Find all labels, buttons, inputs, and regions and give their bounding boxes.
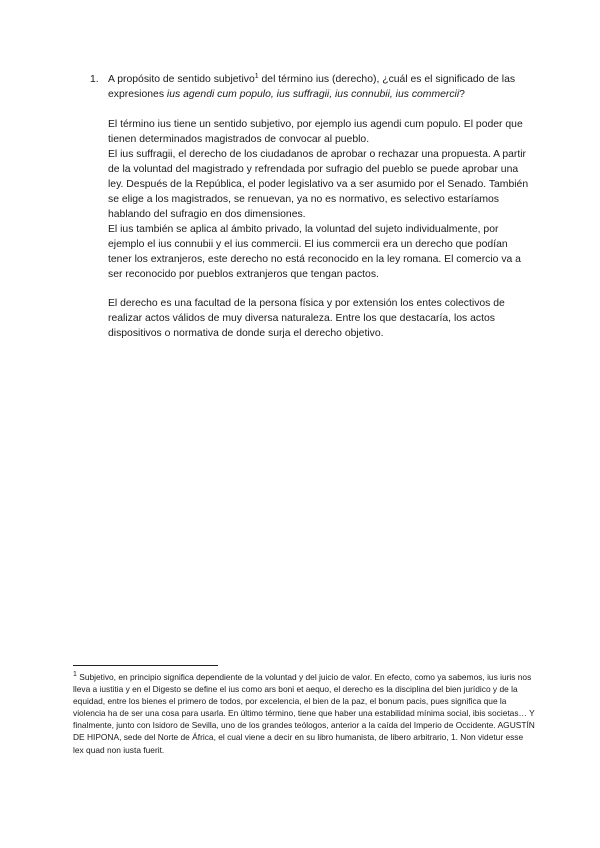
question-text <box>108 72 532 102</box>
answer-paragraph-1 <box>108 117 533 282</box>
footnote-marker: 1 <box>73 671 77 678</box>
footnote <box>73 671 535 756</box>
question-number: 1. <box>90 74 99 85</box>
answer-line-definicion: El derecho es una facultad de la persona física y por extensión los entes colectivos de realizar actos válidos de muy diversa naturaleza. Entre los que destacaría, los actos dispositivos o normativa de donde surja el derecho objetivo. <box>108 298 505 339</box>
question-text-middle: del término ius (derecho), ¿cuál es el significado de las expresiones <box>108 74 516 100</box>
footnote-reference[interactable]: 1 <box>254 73 259 80</box>
answer-line-ius-agendi: El término ius tiene un sentido subjetivo, por ejemplo ius agendi cum populo. El poder que tienen determinados magistrados de convocar al pueblo. <box>108 119 523 145</box>
question-text-start: A propósito de sentido subjetivo <box>108 74 255 85</box>
answer-line-ius-privado: El ius también se aplica al ámbito privado, la voluntad del sujeto individualmente, por ejemplo el ius connubii y el ius commercii. El ius commercii era un derecho que podían tener los extranjeros, este derecho no está reconocido en la ley romana. El comercio va a ser reconocido por pueblos extranjeros que tengan pactos. <box>108 224 521 280</box>
answer-paragraph-2 <box>108 296 533 341</box>
latin-expressions: ius agendi cum populo, ius suffragii, ius connubii, ius commercii <box>166 89 460 100</box>
footnote-text: Subjetivo, en principio significa dependiente de la voluntad y del juicio de valor. En efecto, como ya sabemos, ius iuris nos lleva a iustitia y en el Digesto se define el ius como ars boni et aequo, el derecho es la disciplina del bien jurídico y de la equidad, entre los bienes el primero de todos, por excelencia, el bien de la paz, el bonum pacis, pues significa que la violencia ha de ser una cosa para usarla. En último término, tiene que haber una estabilidad mínima social, ibis societas… Y finalmente, junto con Isidoro de Sevilla, uno de los grandes teólogos, anterior a la caída del Imperio de Occidente. AGUSTÍN DE HIPONA, sede del Norte de África, el cual viene a decir en su libro humanista, de libero arbitrario, 1. Non videtur esse lex quad non iusta fuerit. <box>73 672 535 755</box>
answer-line-ius-suffragii: El ius suffragii, el derecho de los ciudadanos de aprobar o rechazar una propuesta. A partir de la voluntad del magistrado y refrendada por sufragio del pueblo se puede aprobar una ley. Después de la República, el poder legislativo va a ser asumido por el Senado. También se elige a los magistrados, se renuevan, ya no es normativo, es selectivo estaríamos hablando del sufragio en dos dimensiones. <box>108 149 529 220</box>
footnote-separator <box>73 665 218 666</box>
question-mark: ? <box>459 89 465 100</box>
